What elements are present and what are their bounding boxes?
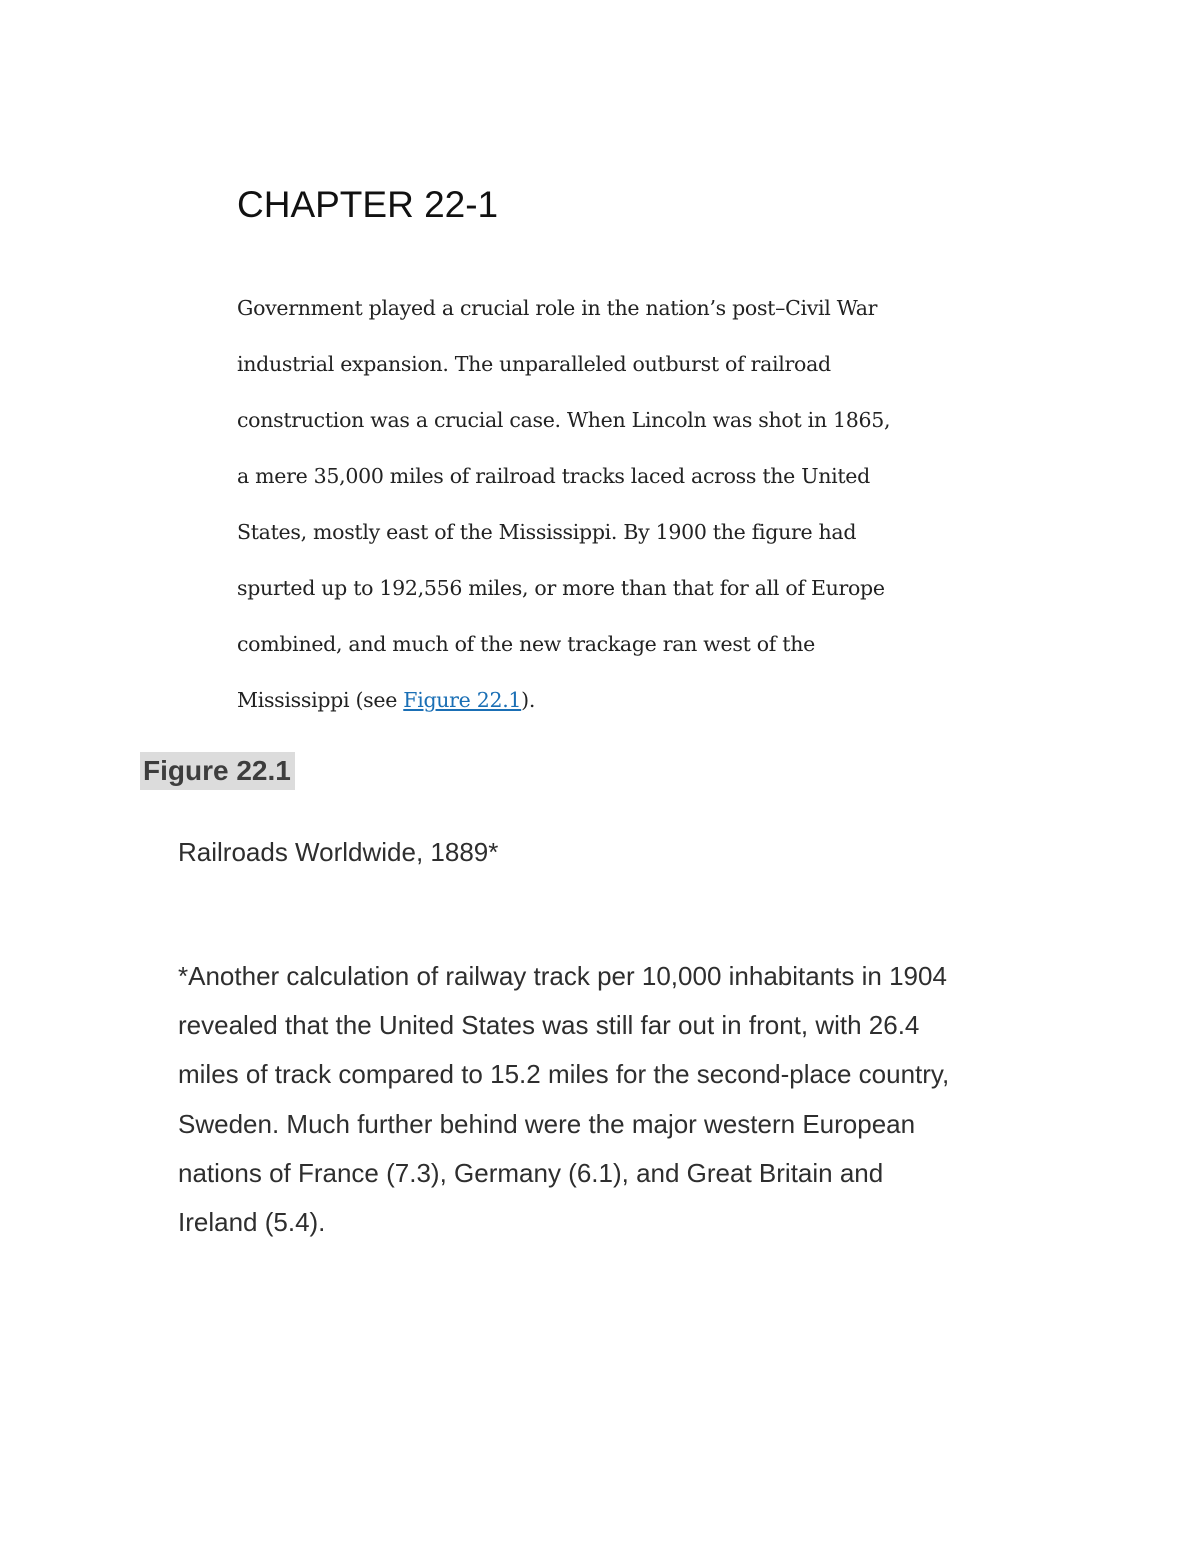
paragraph-line: construction was a crucial case. When Lincoln was shot in 1865, [237,408,891,432]
last-line-suffix: ). [521,688,536,712]
chapter-title: CHAPTER 22-1 [237,184,499,225]
paragraph-line: a mere 35,000 miles of railroad tracks laced across the United [237,464,870,488]
paragraph-line: States, mostly east of the Mississippi. By 1900 the figure had [237,520,857,544]
footnote [178,952,1078,1247]
figure-22-1-link[interactable]: Figure 22.1 [403,688,522,712]
footnote-line: nations of France (7.3), Germany (6.1), and Great Britain and [178,1157,884,1188]
figure-caption: Railroads Worldwide, 1889* [178,837,499,867]
paragraph-line: combined, and much of the new trackage ran west of the [237,632,815,656]
footnote-line: *Another calculation of railway track per 10,000 inhabitants in 1904 [178,961,947,991]
footnote-line: miles of track compared to 15.2 miles for the second-place country, [178,1059,950,1090]
body-paragraph [237,280,997,728]
footnote-line: Ireland (5.4). [178,1207,326,1238]
footnote-line: revealed that the United States was still far out in front, with 26.4 [178,1010,920,1041]
last-line-prefix: Mississippi (see [237,688,404,712]
figure-heading: Figure 22.1 [140,752,295,790]
paragraph-last-line [237,672,997,728]
paragraph-line: Government played a crucial role in the nation’s post–Civil War [237,296,878,320]
footnote-line: Sweden. Much further behind were the major western European [178,1108,916,1139]
paragraph-line: industrial expansion. The unparalleled outburst of railroad [237,352,831,376]
paragraph-line: spurted up to 192,556 miles, or more than that for all of Europe [237,576,885,600]
